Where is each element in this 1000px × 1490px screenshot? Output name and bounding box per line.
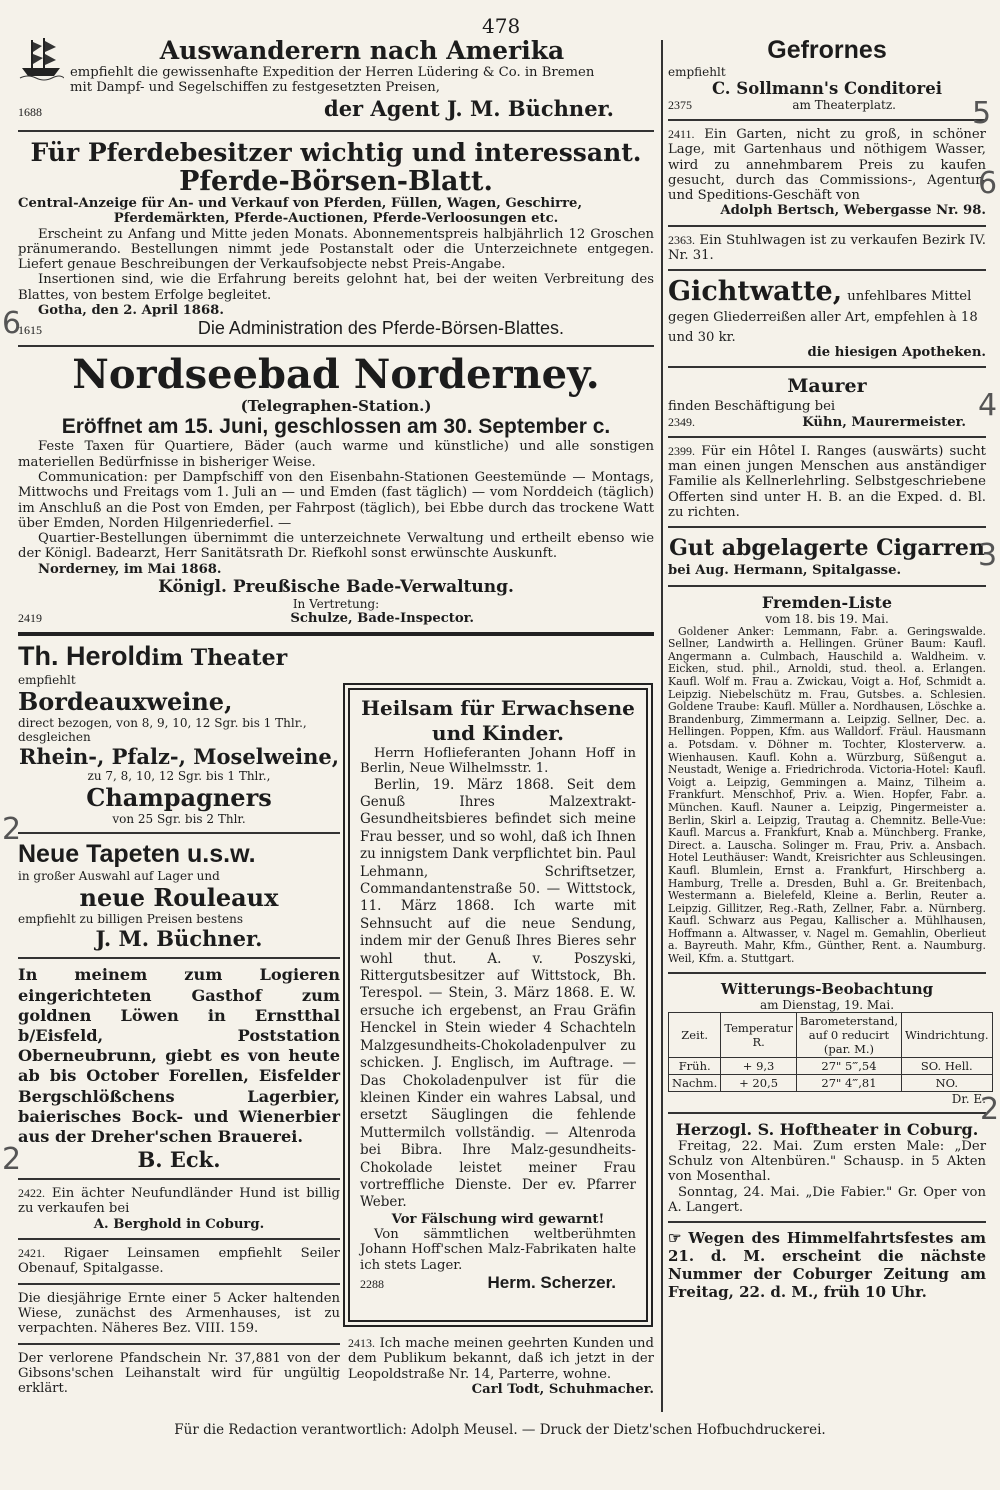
ad-signature: Herm. Scherzer. xyxy=(487,1272,616,1292)
ad-text: Von sämmtlichen weltberühmten Johann Hoff'schen Malz-Fabrikaten halte ich stets Lager. xyxy=(360,1227,636,1273)
table-header: Windrichtung. xyxy=(902,1012,993,1057)
ad-text: von 25 Sgr. bis 2 Thlr. xyxy=(112,812,246,827)
ad-text: In Vertretung: xyxy=(292,597,380,612)
ad-text: Die diesjährige Ernte einer 5 Acker haltenden Wiese, zunächst des Armenhauses, ist zu verpachten. Näheres Bez. VIII. 159. xyxy=(18,1290,340,1337)
handwritten-mark: 3 xyxy=(978,538,998,573)
ad-number: 2413. xyxy=(348,1336,375,1350)
ad-title: Auswanderern nach Amerika xyxy=(159,36,565,65)
ad-text: In meinem zum Logieren eingerichteten Gasthof zum goldnen Löwen in Ernstthal b/Eisfeld, Poststation Oberneubrunn, giebt es von heute ab bis October Forellen, Eisfelder Bergschlößchens Lagerbier, baierisches Bock- und Wienerbier aus der Dreher'schen Brauerei. xyxy=(18,965,340,1146)
table-header-row xyxy=(669,1012,993,1057)
ad-number: 2421. xyxy=(18,1246,45,1261)
ad-number: 2375 xyxy=(668,98,692,112)
ad-hoftheater xyxy=(668,1120,986,1215)
ad-number: 2422. xyxy=(18,1186,45,1201)
ad-text: Central-Anzeige für An- und Verkauf von Pferden, Füllen, Wagen, Geschirre, xyxy=(18,196,583,211)
ad-number: 2349. xyxy=(668,414,695,429)
ad-text: Erscheint zu Anfang und Mitte jeden Monats. Abonnementspreis halbjährlich 12 Groschen pränumerando. Bestellungen nimmt jede Postanstalt oder die Unterzeichnete entgegen. Liefert genaue Beschreibungen der Verkaufsobjecte nebst Preis-Angabe. xyxy=(18,226,654,273)
section-dates: vom 18. bis 19. Mai. xyxy=(765,611,889,626)
ad-signature: Kühn, Maurermeister. xyxy=(802,414,966,430)
table-header: Barometerstand, auf 0 reducirt (par. M.) xyxy=(796,1012,901,1057)
ad-herold xyxy=(18,642,340,826)
ad-text: am Theaterplatz. xyxy=(792,98,896,112)
ad-title: Herzogl. S. Hoftheater in Coburg. xyxy=(675,1119,979,1139)
table-header: Temperatur R. xyxy=(721,1012,797,1057)
table-cell: + 9,3 xyxy=(721,1057,797,1074)
ad-place: Gotha, den 2. April 1868. xyxy=(38,303,224,319)
ad-norderney xyxy=(18,353,654,626)
ad-maurer xyxy=(668,374,986,430)
ad-text: finden Beschäftigung bei xyxy=(668,399,836,415)
ad-cigarren xyxy=(668,534,986,578)
ad-text: C. Sollmann's Conditorei xyxy=(711,79,943,98)
ad-text: in großer Auswahl auf Lager und xyxy=(18,869,220,884)
page-footer: Für die Redaction verantwortlich: Adolph Meusel. — Druck der Dietz'schen Hofbuchdruckerei. xyxy=(174,1422,826,1438)
table-cell: 27" 5‴,54 xyxy=(796,1057,901,1074)
handwritten-mark: 6 xyxy=(978,166,998,201)
ad-hund xyxy=(18,1186,340,1232)
table-cell: SO. Hell. xyxy=(902,1057,993,1074)
ad-title: Nordseebad Norderney. xyxy=(72,351,600,399)
section-dates: am Dienstag, 19. Mai. xyxy=(759,997,895,1012)
ad-number: 2419 xyxy=(18,611,42,626)
ad-number: 2399. xyxy=(668,443,695,458)
ad-number: 1615 xyxy=(18,323,42,338)
witterung xyxy=(668,979,989,1106)
ad-text: neue Rouleaux xyxy=(79,883,279,913)
table-row xyxy=(669,1074,993,1091)
ad-text: Rigaer Leinsamen empfiehlt Seiler Obenauf, Spitalgasse. xyxy=(18,1246,340,1277)
ad-text: empfiehlt die gewissenhafte Expedition der Herren Lüdering & Co. in Bremen xyxy=(70,65,595,80)
table-cell: 27" 4‴,81 xyxy=(796,1074,901,1091)
notice-himmelfahrt xyxy=(668,1229,986,1301)
ad-text: Sonntag, 24. Mai. „Die Fabier." Gr. Oper von A. Langert. xyxy=(668,1184,986,1215)
ad-signature: A. Berghold in Coburg. xyxy=(93,1216,265,1232)
ad-text: Freitag, 22. Mai. Zum ersten Male: „Der Schulz von Altenbüren." Schausp. in 5 Akten von Mosenthal. xyxy=(668,1138,986,1185)
ad-signature: der Agent J. M. Büchner. xyxy=(324,95,614,121)
section-title: Witterungs-Beobachtung xyxy=(720,979,934,998)
ad-auswanderer xyxy=(18,36,654,124)
ad-signature: J. M. Büchner. xyxy=(95,926,263,952)
table-header: Zeit. xyxy=(669,1012,721,1057)
ad-text: Für ein Hôtel I. Ranges (auswärts) sucht man einen jungen Menschen aus anständiger Familie als Kellnerlehrling. Selbstgeschriebene Offerten sind unter H. B. an die Exped. d. Bl. zu richten. xyxy=(668,443,986,521)
ad-stuhlwagen xyxy=(668,233,986,264)
guest-list: Goldener Anker: Lemmann, Fabr. a. Geringswalde. Sellner, Landwirth a. Hellingen. Grüner Baum: Kaufl. Angermann a. Culmbach, Hauschild a. Waldheim. v. Eicken, stud. phil., Arnoldi, stud. theol. a. Erlangen. Kaufl. Wolf m. Frau a. Zwickau, Voigt a. Hof, Schmidt a. Leipzig. Niebelschütz m. Frau, Gutsbes. a. Schlesien. Goldene Traube: Kaufl. Müller a. Nordhausen, Löschke a. Brandenburg, Zimmermann a. Leipzig. Sellner, Dec. a. Hellingen. Poppen, Kfm. aus Walldorf. Fräul. Hausmann a. Potsdam. v. Döhner m. Tochter, Klosterverw. a. Wienhausen. Kaufl. Kohn a. Würzburg, Süßengut a. Neustadt, Wenige a. Friedrichroda. Victoria-Hotel: Kaufl. Voigt a. Leipzig, Gemmingen a. Mainz, Tilheim a. Frankfurt. Menschhof, Priv. a. Wien. Hopfer, Fabr. a. München. Kaufl. Nauner a. Leipzig, Pingermeister a. Berlin, Skirl a. Leipzig, Trautag a. Chemnitz. Belle-Vue: Kaufl. Marcus a. Frankfurt, Knab a. Münchberg. Franke, Direct. a. Lauscha. Solinger m. Frau, Priv. a. Ansbach. Hotel Leuthäuser: Wandt, Kreisrichter aus Schleusingen. Kaufl. Blumlein, Ernst a. Frankfurt, Hirschberg a. Hamburg, Trelle a. Dresden, Buhl a. Gr. Breitenbach, Westermann a. Bielefeld, Kleine a. Berlin, Reuter a. Leipzig. Gillitzer, Reg.-Rath, Zellner, Fabr. a. Nürnberg. Kaufl. Schwarz aus Pegau, Kallischer a. Mühlhausen, Hoffmann a. Altwasser, v. Nagel m. Gemahlin, Oberlieut a. Bayreuth. Mahr, Kfm., Günther, Rent. a. Naumburg. Weil, Kfm. a. Stuttgart. xyxy=(668,624,986,966)
weather-table xyxy=(668,1012,993,1092)
ad-hoff-malzextrakt xyxy=(348,688,648,1322)
ad-title: Gichtwatte, xyxy=(668,276,843,308)
ad-signature: Carl Todt, Schuhmacher. xyxy=(471,1381,654,1397)
ad-signature: Die Administration des Pferde-Börsen-Blattes. xyxy=(197,318,564,339)
ad-number: 2411. xyxy=(668,127,695,141)
ad-subtitle: (Telegraphen-Station.) xyxy=(240,397,432,416)
ad-subtitle: Pferde-Börsen-Blatt. xyxy=(179,166,493,197)
ad-signature: Adolph Bertsch, Webergasse Nr. 98. xyxy=(720,203,986,219)
table-cell: + 20,5 xyxy=(721,1074,797,1091)
ad-text: Berlin, 19. März 1868. Seit dem Genuß Ihres Malzextrakt-Gesundheitsbieres befindet sich meine Frau besser, und so wohl, daß ich Ihnen zu innigstem Dank verpflichtet bin. Paul Lehmann, Schriftsetzer, Commandantenstraße 50. — Wittstock, 11. März 1868. Ich warte mit Sehnsucht auf die neue Sendung, indem mir der Genuß Ihres Bieres sehr wohl thut. A. v. Poszyski, Rittergutsbesitzer auf Wittstock, Bh. Terespol. — Stein, 3. März 1868. E. W. ersuche ich ergebenst, an Frau Gräfin Henckel in Stein wieder 4 Schachteln Malzgesundheits-Chokoladenpulver zu schicken. J. Englisch, im Auftrage. — Das Chokoladenpulver ist für die kleinen Kinder ein wahres Labsal, und ersetzt Säuglingen die fehlende Muttermilch vollständig. — Altenroda bei Bibra. Ihre Malz-gesundheits-Chokolade leistet meiner Frau vortreffliche Dienste. Der ev. Pfarrer Weber. xyxy=(360,776,636,1211)
ad-text: Der verlorene Pfandschein Nr. 37,881 von der Gibsons'schen Leihanstalt wird für ungültig erklärt. xyxy=(18,1350,340,1397)
ad-ernte xyxy=(18,1291,340,1337)
ad-hotel xyxy=(668,444,986,520)
ad-title: Neue Tapeten u.s.w. xyxy=(18,840,256,869)
table-cell: Nachm. xyxy=(669,1074,721,1091)
ad-tapeten xyxy=(18,840,340,951)
handwritten-mark: 2 xyxy=(980,1092,1000,1127)
table-cell: NO. xyxy=(902,1074,993,1091)
ad-text: Rhein-, Pfalz-, Moselweine, xyxy=(18,744,340,770)
ad-title: Gefrornes xyxy=(767,36,887,64)
ad-signature: die hiesigen Apotheken. xyxy=(807,344,986,360)
ad-text: Pferdemärkten, Pferde-Auctionen, Pferde-Verloosungen etc. xyxy=(113,211,559,227)
ad-text: direct bezogen, von 8, 9, 10, 12 Sgr. bis 1 Thlr., xyxy=(18,716,307,731)
page-number: 478 xyxy=(482,14,521,38)
ad-title: Th. Herold xyxy=(18,641,152,672)
right-column xyxy=(668,36,989,1302)
ad-text: Quartier-Bestellungen übernimmt die unterzeichnete Verwaltung und ertheilt ebenso wie der Königl. Badearzt, Herr Sanitätsrath Dr. Riefkohl sonst erwünschte Auskunft. xyxy=(18,531,654,562)
ad-title: Für Pferdebesitzer wichtig und interessant. xyxy=(30,138,642,167)
ad-number: 2363. xyxy=(668,232,695,247)
ad-text: Herrn Hoflieferanten Johann Hoff in Berlin, Neue Wilhelmsstr. 1. xyxy=(360,746,636,777)
ad-warning: Vor Fälschung wird gewarnt! xyxy=(391,1211,605,1227)
section-title: Fremden-Liste xyxy=(761,592,893,612)
notice-text: Wegen des Himmelfahrtsfestes am 21. d. M. erscheint die nächste Nummer der Coburger Zeitung am Freitag, 22. d. M., früh 10 Uhr. xyxy=(668,1229,987,1302)
ad-dates: Eröffnet am 15. Juni, geschlossen am 30. September c. xyxy=(61,415,611,439)
ad-text: Ein ächter Neufundländer Hund ist billig zu verkaufen bei xyxy=(18,1186,340,1217)
weather-sign: Dr. E. xyxy=(951,1091,986,1106)
handwritten-mark: 6 xyxy=(2,306,22,341)
ad-text: Communication: per Dampfschiff von den Eisenbahn-Stationen Geestemünde — Montags, Mittwochs und Freitags vom 1. Juli an — und Emden (fast täglich) — vom Norddeich (täglich) im Anschluß an die Post von Emden, per Fahrpost (täglich), bei Ebbe durch das trockene Watt über Emden, Norden Hilgenriederfiel. — xyxy=(18,469,654,531)
ad-title: Heilsam für Erwachsene und Kinder. xyxy=(361,696,635,745)
ad-text: zu 7, 8, 10, 12 Sgr. bis 1 Thlr., xyxy=(87,769,271,784)
ad-signature: Schulze, Bade-Inspector. xyxy=(290,611,474,627)
ad-gasthof xyxy=(18,965,340,1172)
handwritten-mark: 2 xyxy=(2,812,22,847)
ad-pfandschein xyxy=(18,1351,340,1397)
ad-place: Norderney, im Mai 1868. xyxy=(38,561,222,577)
handwritten-mark: 4 xyxy=(978,388,998,423)
fremden-liste xyxy=(668,593,986,966)
ad-text: Ein Stuhlwagen ist zu verkaufen Bezirk IV. Nr. 31. xyxy=(668,232,986,264)
ad-text: Ein Garten, nicht zu groß, in schöner Lage, mit Gartenhaus und nöthigem Wasser, wird zu annehmbarem Preis zu kaufen gesucht, durch das Commissions-, Agentur- und Speditions-Geschäft von xyxy=(668,127,986,204)
ad-pferde-boersen-blatt xyxy=(18,138,654,339)
ad-number: 2288 xyxy=(360,1276,384,1291)
column-divider xyxy=(661,40,663,1412)
left-subcolumn xyxy=(18,642,340,1396)
ad-text: Ich mache meinen geehrten Kunden und dem Publikum bekannt, daß ich jetzt in der Leopoldstraße Nr. 14, Parterre, wohne. xyxy=(348,1336,654,1382)
handwritten-mark: 2 xyxy=(2,1142,22,1177)
ad-text: empfiehlt zu billigen Preisen bestens xyxy=(18,912,243,927)
ad-title: im Theater xyxy=(151,645,288,672)
ad-todt xyxy=(348,1336,654,1397)
ad-text: unfehlbares Mittel gegen Gliederreißen aller Art, empfehlen à 18 und 30 kr. xyxy=(668,289,978,345)
ad-text: desgleichen xyxy=(18,730,91,745)
table-row xyxy=(669,1057,993,1074)
ad-admin: Königl. Preußische Bade-Verwaltung. xyxy=(158,577,514,598)
ad-leinsamen xyxy=(18,1246,340,1277)
ad-text: empfiehlt xyxy=(668,65,726,79)
ad-text: Champagners xyxy=(86,783,272,813)
ad-text: bei Aug. Hermann, Spitalgasse. xyxy=(668,563,902,579)
ad-text: Bordeauxweine, xyxy=(18,687,233,717)
table-cell: Früh. xyxy=(669,1057,721,1074)
ship-icon xyxy=(18,36,64,82)
handwritten-mark: 5 xyxy=(972,96,992,131)
ad-text: mit Dampf- und Segelschiffen zu festgesetzten Preisen, xyxy=(70,80,440,96)
ad-title: Maurer xyxy=(787,375,867,398)
ad-signature: B. Eck. xyxy=(137,1147,221,1173)
ad-garten xyxy=(668,127,986,219)
hand-pointer-icon: ☞ xyxy=(668,1229,689,1248)
ad-gefrornes xyxy=(668,36,986,113)
ad-title: Gut abgelagerte Cigarren xyxy=(669,535,985,562)
ad-text: empfiehlt xyxy=(18,673,76,688)
ad-gichtwatte xyxy=(668,277,986,360)
ad-text: Feste Taxen für Quartiere, Bäder (auch warme und künstliche) und alle sonstigen materiellen Bedürfnisse in bisheriger Weise. xyxy=(18,439,654,470)
ad-text: Insertionen sind, wie die Erfahrung bereits gelohnt hat, bei der weiten Verbreitung des Blattes, von bestem Erfolge begleitet. xyxy=(18,272,654,303)
ad-number: 1688 xyxy=(18,104,42,119)
